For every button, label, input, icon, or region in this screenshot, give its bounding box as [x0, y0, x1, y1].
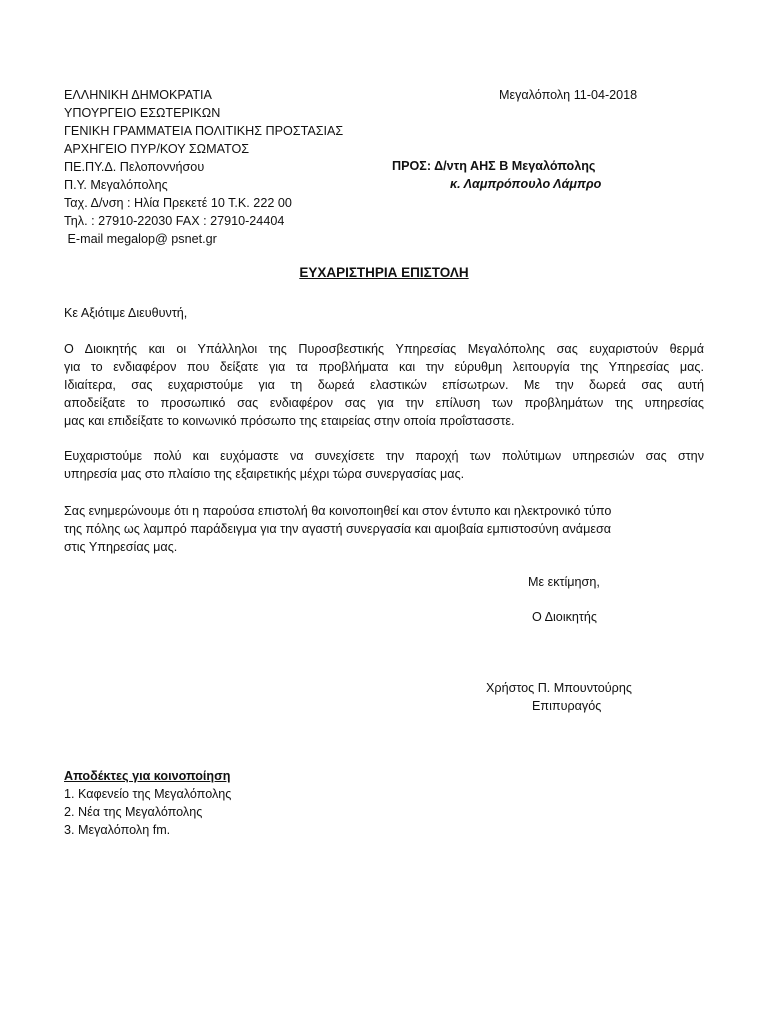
- paragraph-line: αποδείξατε το προσωπικό σας ενδιαφέρον σας για την επίλυση των προβλημάτων της υπηρεσίας: [64, 396, 704, 410]
- sender-email-line: E-mail megalop@ psnet.gr: [64, 232, 217, 246]
- body-paragraph: [64, 447, 704, 483]
- paragraph-line: υπηρεσία μας στο πλαίσιο της εξαιρετικής μέχρι τώρα συνεργασίας μας.: [64, 467, 465, 481]
- paragraph-line: Σας ενημερώνουμε ότι η παρούσα επιστολή θα κοινοποιηθεί και στον έντυπο και ηλεκτρονικό τύπο: [64, 504, 612, 518]
- signatory-name: Χρήστος Π. Μπουντούρης: [486, 681, 632, 695]
- cc-item: 2. Νέα της Μεγαλόπολης: [64, 805, 203, 819]
- body-paragraph: [64, 340, 704, 430]
- date-line: Μεγαλόπολη 11-04-2018: [499, 88, 638, 102]
- cc-heading: Αποδέκτες για κοινοποίηση: [64, 769, 231, 783]
- paragraph-line: της πόλης ως λαμπρό παράδειγμα για την αγαστή συνεργασία και αμοιβαία εμπιστοσύνη ανάμεσα: [64, 522, 612, 536]
- paragraph-line: Ευχαριστούμε πολύ και ευχόμαστε να συνεχίσετε την παροχή των πολύτιμων υπηρεσιών σας στην: [64, 449, 704, 463]
- paragraph-line: στις Υπηρεσίας μας.: [64, 540, 178, 554]
- sender-line: Ταχ. Δ/νση : Ηλία Πρεκετέ 10 Τ.Κ. 222 00: [64, 196, 292, 210]
- recipient-block: [392, 157, 601, 193]
- sender-block: [64, 86, 343, 248]
- sender-line: ΥΠΟΥΡΓΕΙΟ ΕΣΩΤΕΡΙΚΩΝ: [64, 106, 221, 120]
- letter-title: ΕΥΧΑΡΙΣΤΗΡΙΑ ΕΠΙΣΤΟΛΗ: [299, 265, 469, 280]
- sender-line: Π.Υ. Μεγαλόπολης: [64, 178, 168, 192]
- cc-block: [64, 767, 231, 839]
- recipient-line: ΠΡΟΣ: Δ/ντη ΑΗΣ Β Μεγαλόπολης: [392, 159, 596, 173]
- paragraph-line: Ο Διοικητής και οι Υπάλληλοι της Πυροσβεστικής Υπηρεσίας Μεγαλόπολης σας ευχαριστούν θερμά: [64, 342, 704, 356]
- body-paragraph: [64, 502, 704, 556]
- sender-line: ΓΕΝΙΚΗ ΓΡΑΜΜΑΤΕΙΑ ΠΟΛΙΤΙΚΗΣ ΠΡΟΣΤΑΣΙΑΣ: [64, 124, 344, 138]
- sender-line: ΠΕ.ΠΥ.Δ. Πελοποννήσου: [64, 160, 205, 174]
- sender-line: ΑΡΧΗΓΕΙΟ ΠΥΡ/ΚΟΥ ΣΩΜΑΤΟΣ: [64, 142, 250, 156]
- signatory-rank: Επιπυραγός: [532, 699, 602, 713]
- cc-item: 1. Καφενείο της Μεγαλόπολης: [64, 787, 232, 801]
- recipient-name: κ. Λαμπρόπουλο Λάμπρο: [450, 177, 602, 191]
- paragraph-line: Ιδιαίτερα, σας ευχαριστούμε για τη δωρεά ελαστικών επίσωτρων. Με την δωρεά σας αυτή: [64, 378, 704, 392]
- cc-item: 3. Μεγαλόπολη fm.: [64, 823, 171, 837]
- signatory-title: Ο Διοικητής: [532, 610, 597, 624]
- sender-line: ΕΛΛΗΝΙΚΗ ΔΗΜΟΚΡΑΤΙΑ: [64, 88, 212, 102]
- paragraph-line: μας και επιδείξατε το κοινωνικό πρόσωπο της εταιρείας στην οποία προΐστασστε.: [64, 414, 515, 428]
- closing: Με εκτίμηση,: [528, 575, 600, 589]
- sender-line: Τηλ. : 27910-22030 FAX : 27910-24404: [64, 214, 285, 228]
- paragraph-line: για το ενδιαφέρον που δείξατε για τα προβλήματα και την εύρυθμη λειτουργία της Υπηρεσίας μας.: [64, 360, 704, 374]
- salutation: Κε Αξιότιμε Διευθυντή,: [64, 306, 188, 320]
